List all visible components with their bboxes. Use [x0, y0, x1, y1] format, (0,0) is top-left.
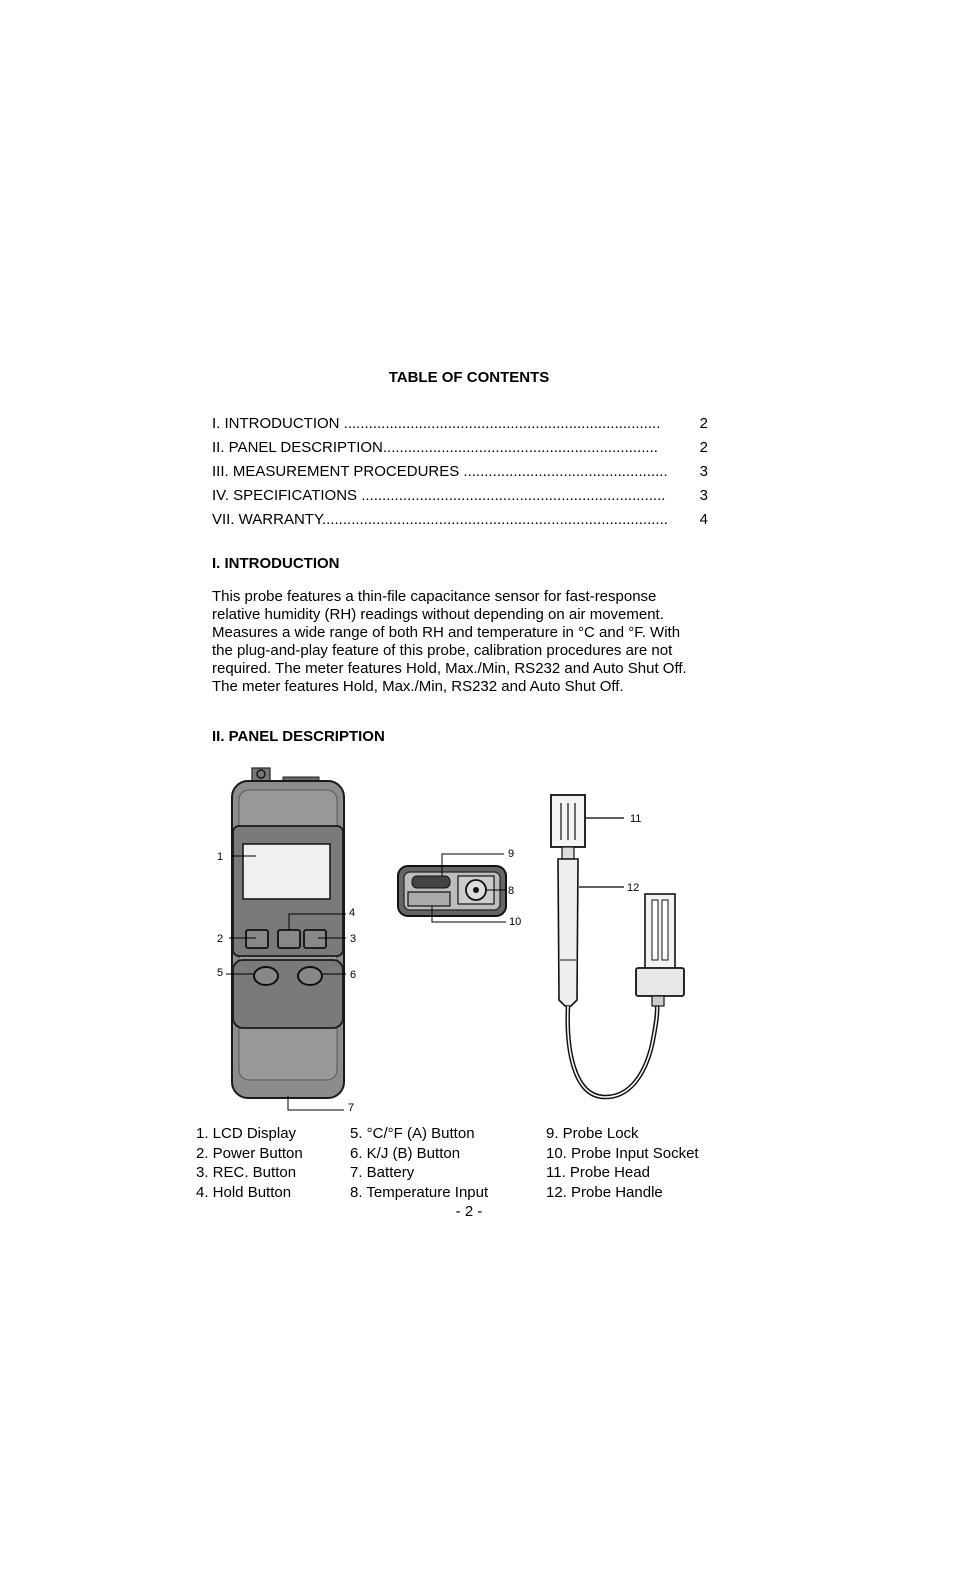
probe-illustration [551, 795, 684, 1097]
callout-7: 7 [348, 1102, 355, 1114]
toc-entry-page: 3 [699, 487, 708, 504]
legend-item: 9. Probe Lock [546, 1125, 639, 1142]
legend-item: 11. Probe Head [546, 1164, 650, 1182]
toc-entry-page: 3 [699, 463, 708, 480]
callout-8: 8 [508, 885, 515, 897]
probe-plug [645, 894, 675, 970]
toc-entry-label: III. MEASUREMENT PROCEDURES ................................................. [212, 463, 668, 480]
probe-input-socket [408, 892, 450, 906]
legend-column-1 [196, 1124, 303, 1203]
intro-line: the plug-and-play feature of this probe, calibration procedures are not [212, 642, 673, 659]
intro-line: relative humidity (RH) readings without depending on air movement. [212, 606, 664, 623]
callout-6: 6 [350, 969, 357, 981]
legend-item: 8. Temperature Input [350, 1184, 489, 1202]
page-number: - 2 - [455, 1203, 483, 1220]
legend-item: 7. Battery [350, 1164, 415, 1182]
legend-item: 4. Hold Button [196, 1184, 292, 1202]
meter-lower-panel [233, 960, 343, 1028]
callout-1: 1 [217, 851, 224, 863]
toc-title: TABLE OF CONTENTS [388, 369, 550, 386]
legend-column-2 [350, 1124, 488, 1203]
lcd-display [243, 844, 330, 899]
panel-heading: II. PANEL DESCRIPTION [212, 728, 385, 745]
legend-item: 6. K/J (B) Button [350, 1144, 461, 1162]
meter-bottom-view [398, 854, 506, 922]
legend-column-3 [546, 1124, 699, 1203]
probe-lock [412, 876, 450, 888]
intro-line: required. The meter features Hold, Max./Min, RS232 and Auto Shut Off. [212, 660, 687, 677]
callout-12: 12 [627, 882, 640, 894]
rec-button [304, 930, 326, 948]
intro-line: Measures a wide range of both RH and temperature in °C and °F. With [212, 624, 681, 641]
probe-handle [558, 859, 578, 1006]
toc-entry-label: VII. WARRANTY................................................................................... [212, 511, 668, 528]
legend-item: 3. REC. Button [196, 1164, 297, 1182]
callout-4: 4 [349, 907, 356, 919]
meter-illustration [226, 768, 346, 1110]
toc-entry-page: 4 [699, 511, 708, 528]
legend-item: 1. LCD Display [196, 1125, 297, 1142]
toc-entry-label: I. INTRODUCTION ............................................................................ [212, 415, 661, 432]
hold-button [278, 930, 300, 948]
callout-10: 10 [509, 916, 522, 928]
legend-item: 5. °C/°F (A) Button [350, 1125, 475, 1142]
callout-11: 11 [630, 813, 642, 825]
toc-entry-page: 2 [699, 439, 708, 456]
intro-line: This probe features a thin-file capacitance sensor for fast-response [212, 588, 657, 605]
legend-item: 2. Power Button [196, 1144, 303, 1162]
power-button [246, 930, 268, 948]
intro-line: The meter features Hold, Max./Min, RS232 and Auto Shut Off. [212, 678, 624, 695]
toc-entry-label: IV. SPECIFICATIONS ......................................................................... [212, 487, 666, 504]
callout-9: 9 [508, 848, 515, 860]
c-f-button [254, 967, 278, 985]
intro-heading: I. INTRODUCTION [212, 555, 340, 572]
legend-item: 12. Probe Handle [546, 1184, 663, 1202]
legend-item: 10. Probe Input Socket [546, 1144, 699, 1162]
callout-2: 2 [217, 933, 224, 945]
callout-3: 3 [350, 933, 357, 945]
kj-button [298, 967, 322, 985]
callout-5: 5 [217, 967, 224, 979]
toc-entry-label: II. PANEL DESCRIPTION.................................................................. [212, 439, 658, 456]
toc-entry-page: 2 [699, 415, 708, 432]
